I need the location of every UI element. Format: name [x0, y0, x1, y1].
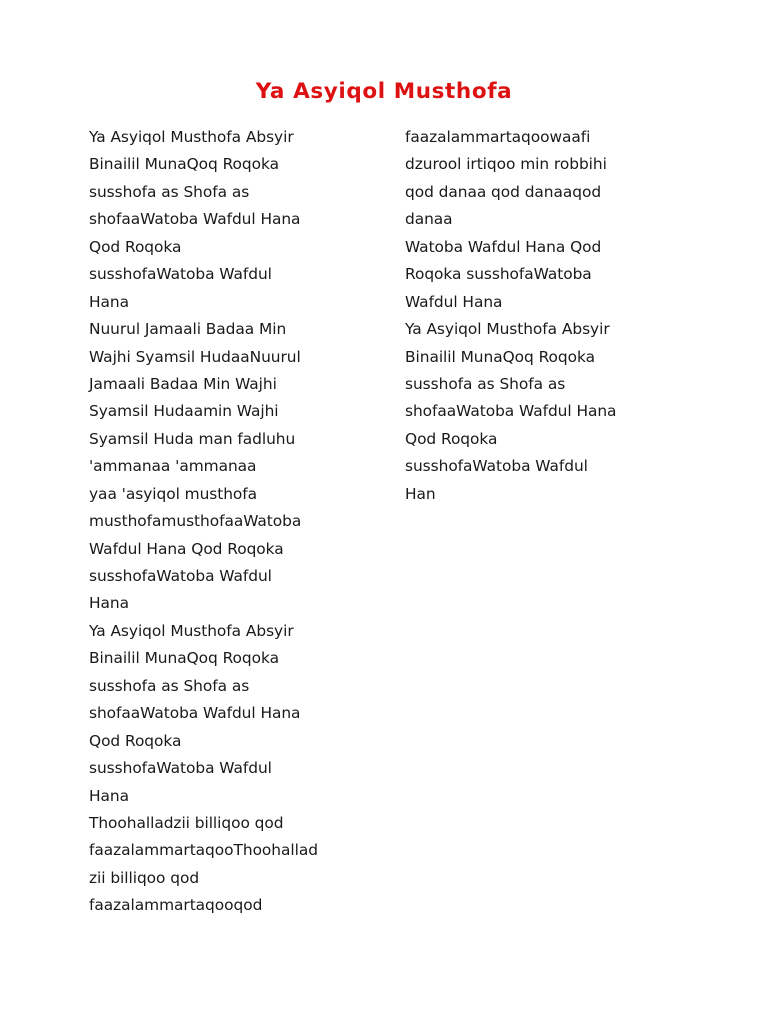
- text-line: Ya Asyiqol Musthofa Absyir: [405, 320, 610, 339]
- text-line: susshofa as Shofa as: [89, 676, 250, 695]
- page-title: Ya Asyiqol Musthofa: [255, 79, 513, 104]
- left-column: [89, 124, 389, 920]
- text-line: shofaaWatoba Wafdul Hana: [89, 704, 301, 723]
- text-line: Jamaali Badaa Min Wajhi: [89, 374, 277, 393]
- text-line: Ya Asyiqol Musthofa Absyir: [89, 128, 294, 146]
- text-line: susshofaWatoba Wafdul: [89, 265, 272, 284]
- text-line: 'ammanaa 'ammanaa: [89, 457, 257, 476]
- text-line: Qod Roqoka: [89, 731, 182, 750]
- text-line: Roqoka susshofaWatoba: [405, 265, 592, 284]
- text-line: Han: [405, 484, 436, 503]
- text-line: faazalammartaqooqod: [89, 896, 263, 915]
- text-line: susshofa as Shofa as: [405, 374, 566, 393]
- text-line: Wajhi Syamsil HudaaNuurul: [89, 347, 301, 366]
- text-line: susshofaWatoba Wafdul: [405, 457, 588, 476]
- text-line: danaa: [405, 210, 453, 229]
- text-line: shofaaWatoba Wafdul Hana: [89, 210, 301, 229]
- text-line: Syamsil Huda man fadluhu: [89, 429, 296, 448]
- text-line: musthofamusthofaaWatoba: [89, 512, 302, 531]
- text-line: yaa 'asyiqol musthofa: [89, 484, 258, 503]
- text-line: faazalammartaqooThoohallad: [89, 841, 318, 860]
- text-line: qod danaa qod danaaqod: [405, 182, 602, 201]
- text-line: Hana: [89, 786, 129, 805]
- text-line: Ya Asyiqol Musthofa Absyir: [89, 621, 294, 640]
- text-line: Binailil MunaQoq Roqoka: [89, 649, 279, 668]
- text-line: faazalammartaqoowaafi: [405, 128, 591, 146]
- text-line: Hana: [89, 292, 129, 311]
- text-line: Hana: [89, 594, 129, 613]
- text-line: Wafdul Hana Qod Roqoka: [89, 539, 284, 558]
- text-line: dzurool irtiqoo min robbihi: [405, 155, 607, 174]
- text-line: Wafdul Hana: [405, 292, 503, 311]
- text-line: Nuurul Jamaali Badaa Min: [89, 320, 287, 339]
- text-line: susshofa as Shofa as: [89, 182, 250, 201]
- text-line: Binailil MunaQoq Roqoka: [89, 155, 279, 174]
- text-line: Thoohalladzii billiqoo qod: [89, 813, 284, 832]
- text-line: Qod Roqoka: [89, 237, 182, 256]
- text-line: Watoba Wafdul Hana Qod: [405, 237, 602, 256]
- text-line: zii billiqoo qod: [89, 868, 200, 887]
- text-line: susshofaWatoba Wafdul: [89, 567, 272, 585]
- text-line: Binailil MunaQoq Roqoka: [405, 347, 595, 366]
- right-column: [405, 124, 705, 508]
- text-line: Qod Roqoka: [405, 429, 498, 448]
- text-line: susshofaWatoba Wafdul: [89, 759, 272, 778]
- text-line: Syamsil Hudaamin Wajhi: [89, 402, 279, 421]
- text-line: shofaaWatoba Wafdul Hana: [405, 402, 617, 421]
